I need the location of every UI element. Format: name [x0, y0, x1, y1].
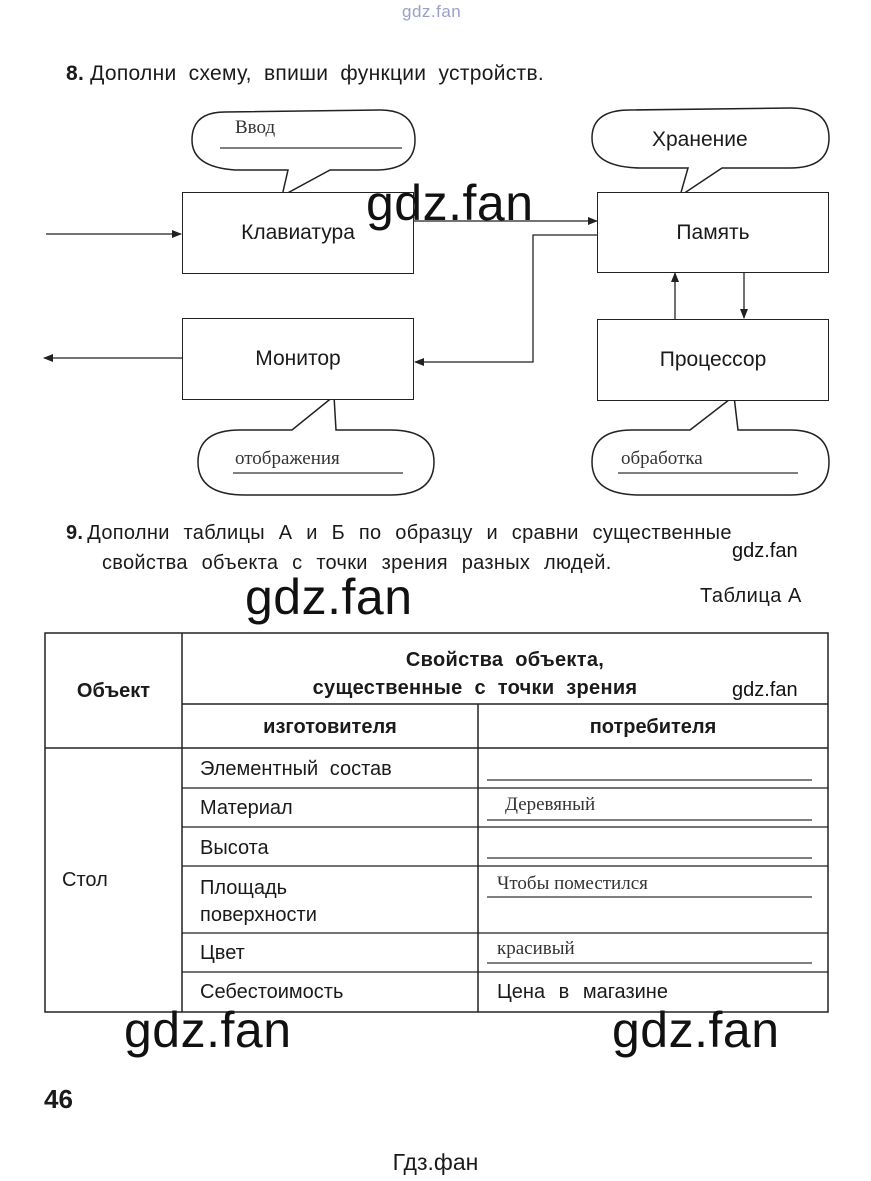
task-9-line1: Дополни таблицы А и Б по образцу и сравни существенные — [87, 522, 732, 544]
row-consumer-area: Чтобы поместился — [497, 873, 648, 894]
table-caption: Таблица А — [700, 585, 802, 607]
table-header-properties-line1: Свойства объекта, — [405, 649, 605, 671]
watermark-table-small: gdz.fan — [732, 679, 798, 701]
footer-site-name: Гдз.фан — [392, 1149, 479, 1175]
watermark-bottom-left: gdz.fan — [124, 1002, 292, 1058]
watermark-top: gdz.fan — [402, 2, 462, 21]
watermark-task9-big: gdz.fan — [245, 569, 413, 625]
table-header-object: Объект — [76, 680, 151, 702]
row-consumer-color: красивый — [497, 938, 575, 959]
row-consumer-material: Деревяный — [505, 794, 596, 815]
row-maker-material: Материал — [200, 797, 293, 819]
table-object-cell: Стол — [62, 869, 108, 891]
row-maker-area-line2: поверхности — [200, 904, 317, 926]
table-header-properties-line2: существенные с точки зрения — [312, 677, 638, 699]
function-keyboard: Ввод — [235, 117, 276, 138]
task-8-number: 8. — [66, 62, 85, 85]
monitor-label: Монитор — [255, 347, 341, 370]
function-processor: обработка — [621, 448, 703, 469]
page-number: 46 — [44, 1084, 73, 1114]
row-consumer-cost: Цена в магазине — [497, 981, 668, 1003]
table-header-consumer: потребителя — [589, 716, 717, 738]
watermark-task9-small: gdz.fan — [732, 540, 798, 562]
watermark-diagram: gdz.fan — [366, 175, 534, 231]
table-header-maker: изготовителя — [263, 716, 397, 738]
row-maker-cost: Себестоимость — [200, 981, 344, 1003]
row-maker-color: Цвет — [200, 942, 245, 964]
task-8-text: Дополни схему, впиши функции устройств. — [90, 62, 545, 85]
keyboard-label: Клавиатура — [241, 221, 355, 244]
row-maker-composition: Элементный состав — [200, 758, 392, 780]
processor-label: Процессор — [659, 348, 767, 371]
task-9-line2: свойства объекта с точки зрения разных людей. — [102, 552, 612, 574]
row-maker-area — [200, 875, 317, 929]
memory-label: Память — [676, 220, 750, 244]
function-monitor: отображения — [235, 448, 340, 469]
watermark-bottom-right: gdz.fan — [612, 1002, 780, 1058]
row-maker-area-line1: Площадь — [200, 877, 288, 899]
task-9-number: 9. — [66, 522, 84, 544]
function-memory: Хранение — [652, 128, 748, 151]
row-maker-height: Высота — [200, 837, 269, 859]
